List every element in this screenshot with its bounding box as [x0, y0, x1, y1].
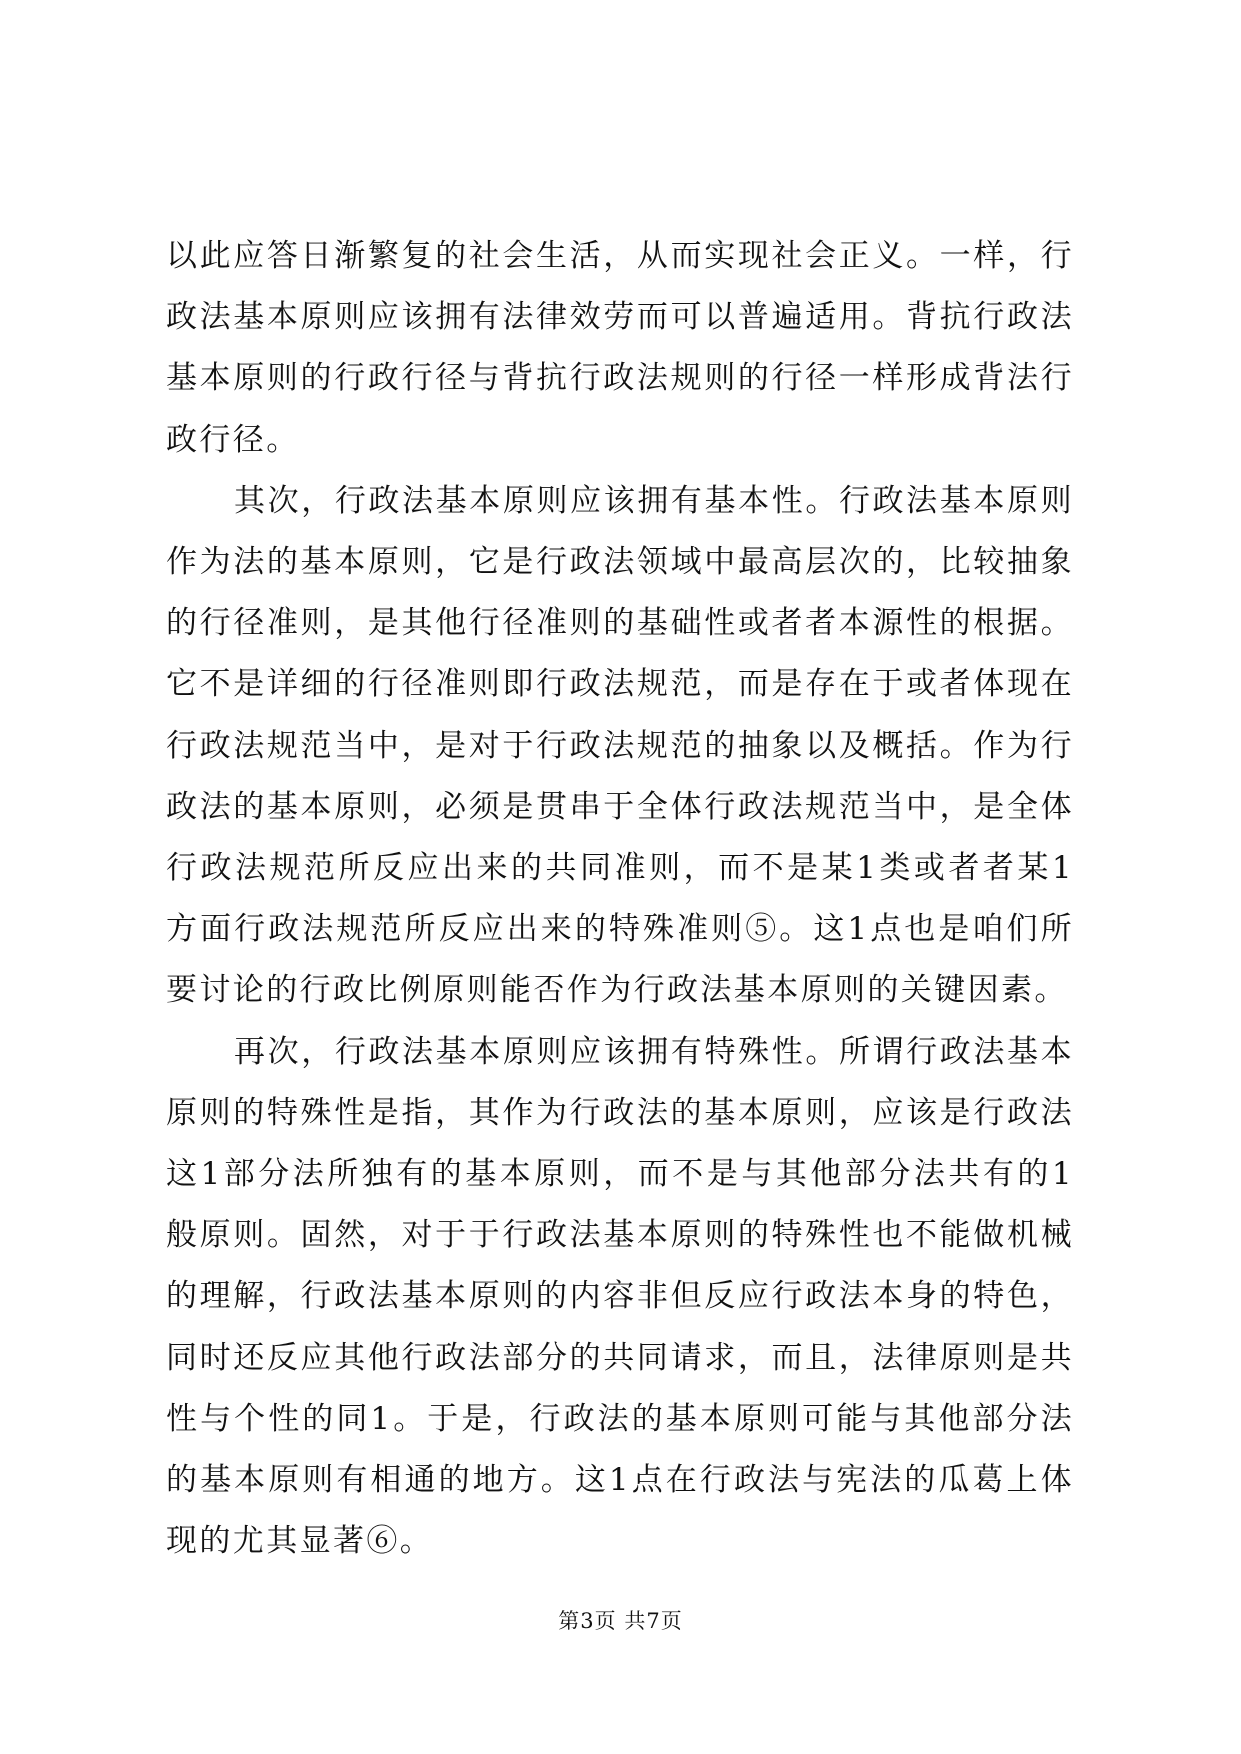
page-number-footer: 第3页 共7页	[558, 1609, 683, 1633]
paragraph-continuation: 以此应答日渐繁复的社会生活，从而实现社会正义。一样，行政法基本原则应该拥有法律效劳而可以普遍适用。背抗行政法基本原则的行政行径与背抗行政法规则的行径一样形成背法行政行径。	[166, 238, 1074, 458]
paragraph-second-principle: 其次，行政法基本原则应该拥有基本性。行政法基本原则作为法的基本原则，它是行政法领域中最高层次的，比较抽象的行径准则，是其他行径准则的基础性或者者本源性的根据。它不是详细的行径准则即行政法规范，而是存在于或者体现在行政法规范当中，是对于行政法规范的抽象以及概括。作为行政法的基本原则，必须是贯串于全体行政法规范当中，是全体行政法规范所反应出来的共同准则，而不是某1类或者者某1方面行政法规范所反应出来的特殊准则⑤。这1点也是咱们所要讨论的行政比例原则能否作为行政法基本原则的关键因素。	[166, 482, 1074, 1009]
paragraph-third-principle: 再次，行政法基本原则应该拥有特殊性。所谓行政法基本原则的特殊性是指，其作为行政法的基本原则，应该是行政法这1部分法所独有的基本原则，而不是与其他部分法共有的1般原则。固然，对于于行政法基本原则的特殊性也不能做机械的理解，行政法基本原则的内容非但反应行政法本身的特色，同时还反应其他行政法部分的共同请求，而且，法律原则是共性与个性的同1。于是，行政法的基本原则可能与其他部分法的基本原则有相通的地方。这1点在行政法与宪法的瓜葛上体现的尤其显著⑥。	[166, 1033, 1074, 1560]
document-body	[166, 226, 1074, 1572]
